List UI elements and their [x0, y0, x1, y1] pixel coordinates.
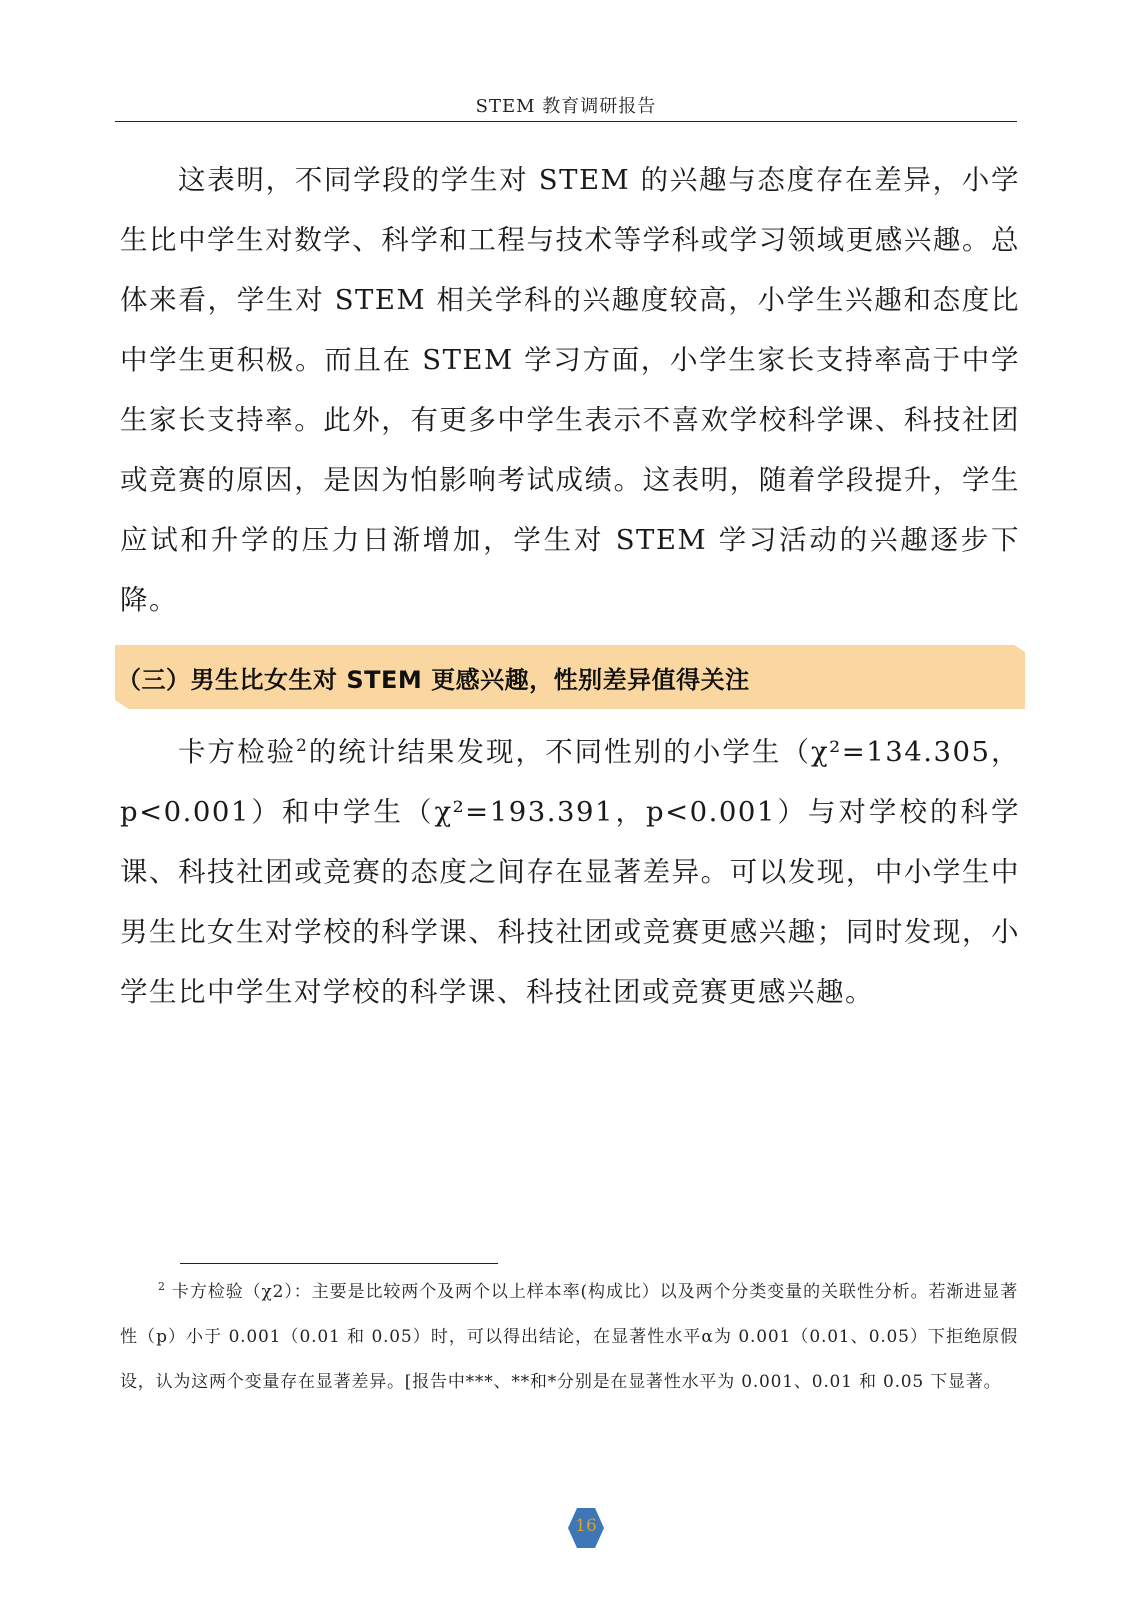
paragraph-rest: 的统计结果发现，不同性别的小学生（χ²=134.305，p<0.001）和中学生（χ²=193.391，p<0.001）与对学校的科学课、科技社团或竞赛的态度之间存在显著差异。可以发现，中小学生中男生比女生对学校的科学课、科技社团或竞赛更感兴趣；同时发现，小学生比中学生对学校的科学课、科技社团或竞赛更感兴趣。	[120, 736, 1021, 1008]
header-divider	[115, 121, 1017, 122]
footnote-reference[interactable]: 2	[296, 735, 309, 755]
footnote	[120, 1270, 1018, 1405]
page-number: 16	[575, 1516, 597, 1536]
body-paragraph-2	[120, 722, 1020, 1022]
section-heading: （三）男生比女生对 STEM 更感兴趣，性别差异值得关注	[117, 666, 750, 694]
footnote-text: 卡方检验（χ2）：主要是比较两个及两个以上样本率(构成比）以及两个分类变量的关联性分析。若渐进显著性（p）小于 0.001（0.01 和 0.05）时，可以得出结论，在显著性水平α为 0.001（0.01、0.05）下拒绝原假设，认为这两个变量存在显著差异。[报告中***、**和*分别是在显著性水平为 0.001、0.01 和 0.05 下显著。	[120, 1282, 1018, 1392]
footnote-mark: 2	[158, 1280, 166, 1294]
running-header: STEM 教育调研报告	[475, 96, 657, 117]
body-paragraph-1: 这表明，不同学段的学生对 STEM 的兴趣与态度存在差异，小学生比中学生对数学、科学和工程与技术等学科或学习领域更感兴趣。总体来看，学生对 STEM 相关学科的兴趣度较高，小学生兴趣和态度比中学生更积极。而且在 STEM 学习方面，小学生家长支持率高于中学生家长支持率。此外，有更多中学生表示不喜欢学校科学课、科技社团或竞赛的原因，是因为怕影响考试成绩。这表明，随着学段提升，学生应试和升学的压力日渐增加，学生对 STEM 学习活动的兴趣逐步下降。	[120, 164, 1020, 616]
footnote-divider	[180, 1263, 498, 1264]
paragraph-lead: 卡方检验	[178, 736, 297, 768]
